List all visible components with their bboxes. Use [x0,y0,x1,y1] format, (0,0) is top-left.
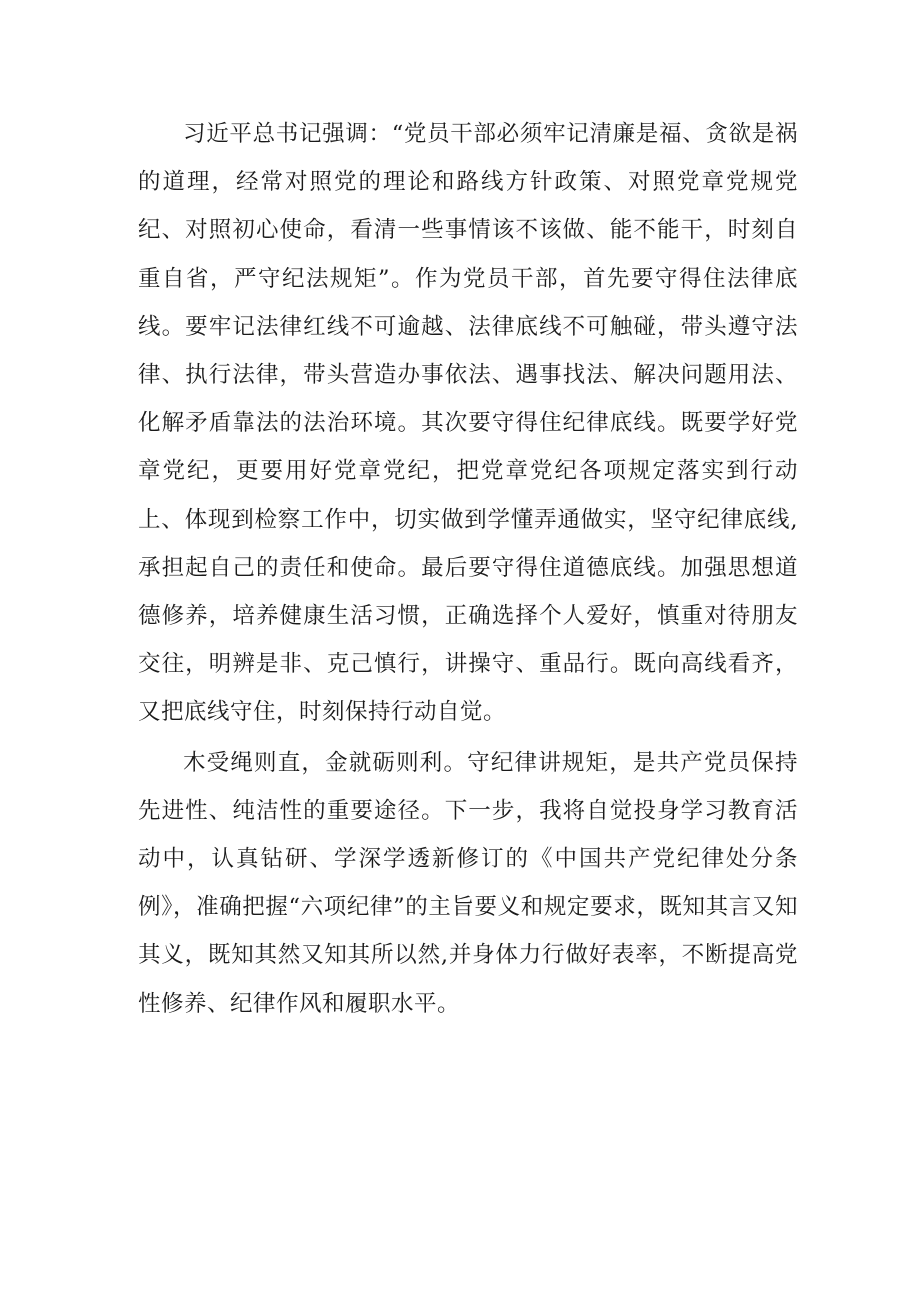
paragraph-1: 习近平总书记强调：“党员干部必须牢记清廉是福、贪欲是祸的道理，经常对照党的理论和路线方针政策、对照党章党规党纪、对照初心使命，看清一些事情该不该做、能不能干，时刻自重自省，严守纪法规矩”。作为党员干部，首先要守得住法律底线。要牢记法律红线不可逾越、法律底线不可触碰，带头遵守法律、执行法律，带头营造办事依法、遇事找法、解决问题用法、化解矛盾靠法的法治环境。其次要守得住纪律底线。既要学好党章党纪，更要用好党章党纪，把党章党纪各项规定落实到行动上、体现到检察工作中，切实做到学懂弄通做实，坚守纪律底线,承担起自己的责任和使命。最后要守得住道德底线。加强思想道德修养，培养健康生活习惯，正确选择个人爱好，慎重对待朋友交往，明辨是非、克己慎行，讲操守、重品行。既向高线看齐，又把底线守住，时刻保持行动自觉。 [138,121,798,726]
paragraph-2: 木受绳则直，金就砺则利。守纪律讲规矩，是共产党员保持先进性、纯洁性的重要途径。下一步，我将自觉投身学习教育活动中，认真钻研、学深学透新修订的《中国共产党纪律处分条例》，准确把握“六项纪律”的主旨要义和规定要求，既知其言又知其义，既知其然又知其所以然,并身体力行做好表率，不断提高党性修养、纪律作风和履职水平。 [138,749,798,1017]
document-body [138,110,798,1028]
